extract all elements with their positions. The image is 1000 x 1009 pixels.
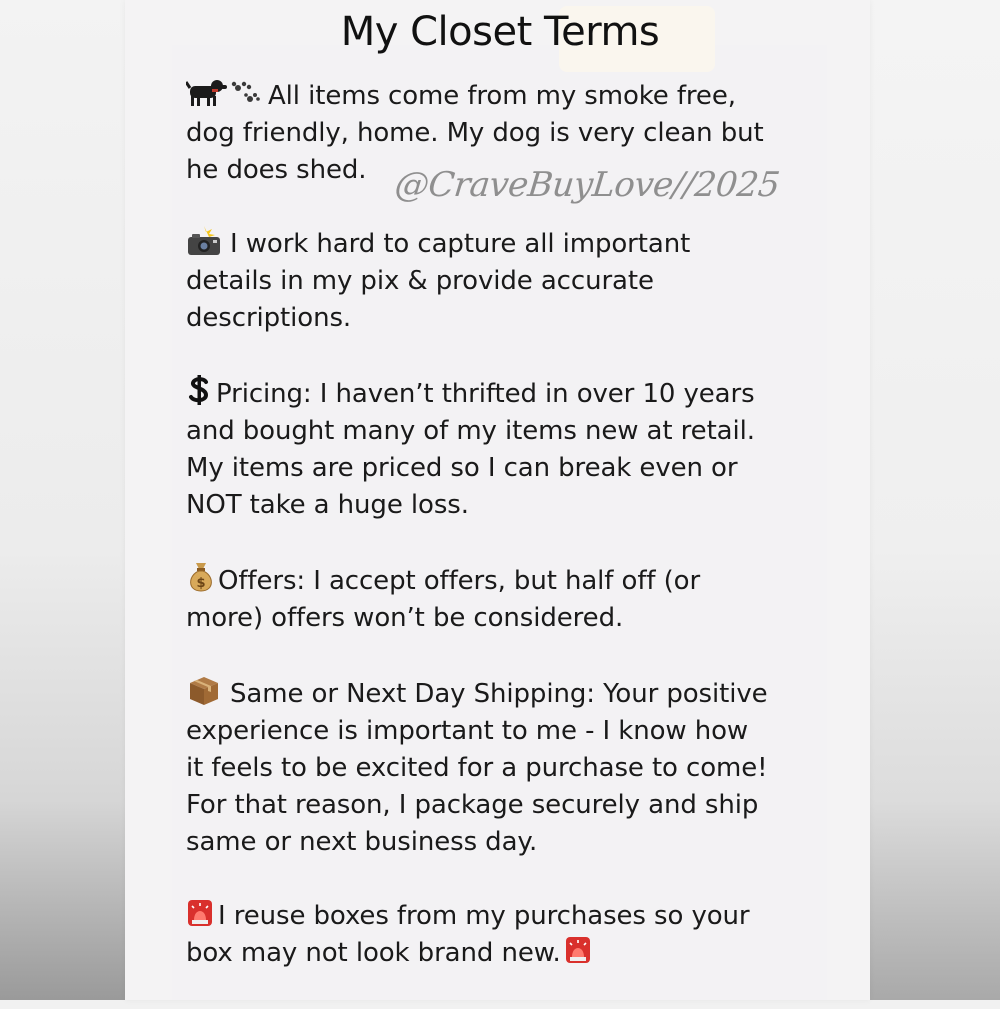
terms-line: he does shed.: [186, 155, 367, 185]
terms-item-shipping: [186, 674, 826, 861]
terms-line: box may not look brand new.: [186, 935, 826, 972]
terms-line: I work hard to capture all important: [186, 226, 826, 263]
terms-line: I reuse boxes from my purchases so your: [186, 898, 826, 935]
terms-line: NOT take a huge loss.: [186, 490, 469, 520]
package-icon: [186, 674, 222, 706]
watermark: @CraveBuyLove//2025: [392, 165, 782, 205]
title-wrap: [0, 6, 1000, 60]
siren-icon: [564, 935, 592, 965]
terms-line: more) offers won’t be considered.: [186, 603, 624, 633]
terms-item-boxes: [186, 898, 826, 972]
terms-line: experience is important to me - I know how: [186, 716, 749, 746]
money-bag-icon: [186, 561, 216, 593]
terms-line: For that reason, I package securely and ship: [186, 790, 759, 820]
terms-item-pricing: [186, 374, 826, 524]
siren-icon: [186, 898, 214, 928]
terms-line: same or next business day.: [186, 827, 538, 857]
right-background: [870, 0, 1000, 1000]
terms-line: it feels to be excited for a purchase to come!: [186, 753, 768, 783]
terms-item-photos: [186, 226, 826, 337]
terms-line: Pricing: I haven’t thrifted in over 10 years: [186, 374, 826, 413]
terms-line: dog friendly, home. My dog is very clean but: [186, 118, 764, 148]
dog-paws-icon: [186, 78, 260, 108]
terms-line: details in my pix & provide accurate: [186, 266, 654, 296]
terms-line: $ Offers: I accept offers, but half off (or: [186, 561, 826, 600]
terms-line: and bought many of my items new at retail.: [186, 416, 755, 446]
terms-line: All items come from my smoke free,: [186, 78, 826, 115]
camera-flash-icon: [186, 226, 222, 256]
page-title: My Closet Terms: [329, 6, 672, 60]
terms-item-offers: [186, 561, 826, 637]
terms-line: descriptions.: [186, 303, 352, 333]
terms-line: Same or Next Day Shipping: Your positive: [186, 674, 826, 713]
terms-body: [186, 78, 826, 1009]
svg-text:$: $: [196, 576, 206, 591]
dollar-sign-icon: [186, 374, 212, 406]
terms-line: My items are priced so I can break even or: [186, 453, 738, 483]
left-background: [0, 0, 125, 1000]
